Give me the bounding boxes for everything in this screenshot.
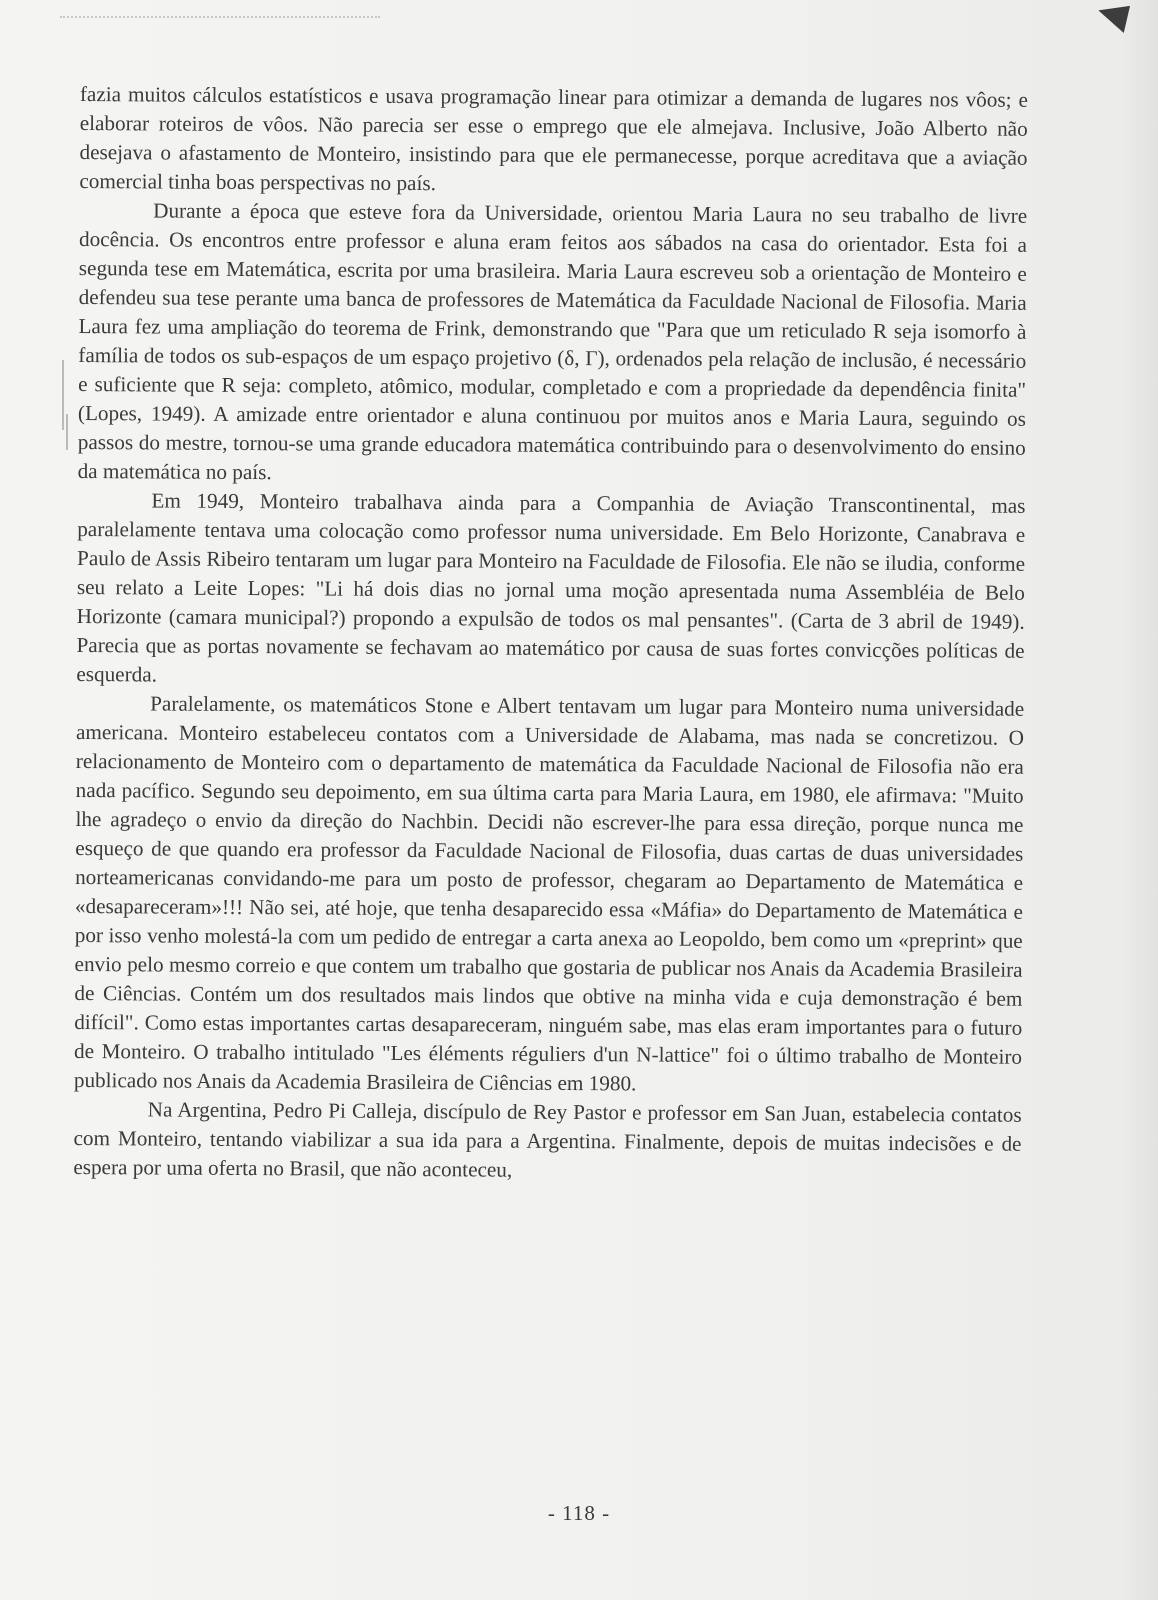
body-text bbox=[73, 80, 1028, 1188]
margin-mark bbox=[66, 414, 68, 450]
paragraph: Durante a época que esteve fora da Universidade, orientou Maria Laura no seu trabalho de livre docência. Os encontros entre professor e aluna eram feitos aos sábados na casa do orientador. Esta foi a segunda tese em Matemática, escrita por uma brasileira. Maria Laura escreveu sob a orientação de Monteiro e defendeu sua tese perante uma banca de professores de Matemática da Faculdade Nacional de Filosofia. Maria Laura fez uma ampliação do teorema de Frink, demonstrando que "Para que um reticulado R seja isomorfo à família de todos os sub-espaços de um espaço projetivo (δ, Γ), ordenados pela relação de inclusão, é necessário e suficiente que R seja: completo, atômico, modular, completado e com a propriedade da dependência finita" (Lopes, 1949). A amizade entre orientador e aluna continuou por muitos anos e Maria Laura, seguindo os passos do mestre, tornou-se uma grande educadora matemática contribuindo para o desenvolvimento do ensino da matemática no país. bbox=[77, 198, 1028, 485]
corner-mark bbox=[1098, 6, 1133, 36]
margin-mark bbox=[62, 360, 64, 430]
page-number: - 118 - bbox=[547, 1501, 611, 1525]
paragraph: Em 1949, Monteiro trabalhava ainda para a Companhia de Aviação Transcontinental, mas paralelamente tentava uma colocação como professor numa universidade. Em Belo Horizonte, Canabrava e Paulo de Assis Ribeiro tentaram um lugar para Monteiro na Faculdade de Filosofia. Ele não se iludia, conforme seu relato a Leite Lopes: "Li há dois dias no jornal uma moção apresentada numa Assembléia de Belo Horizonte (camara municipal?) propondo a expulsão de todos os mal pensantes". (Carta de 3 abril de 1949). Parecia que as portas novamente se fechavam ao matemático por causa de suas fortes convicções políticas de esquerda. bbox=[76, 488, 1026, 687]
scan-artifact-line bbox=[60, 16, 380, 20]
paragraph: Na Argentina, Pedro Pi Calleja, discípulo de Rey Pastor e professor em San Juan, estabelecia contatos com Monteiro, tentando viabilizar a sua ida para a Argentina. Finalmente, depois de muitas indecisões e de espera por uma oferta no Brasil, que não aconteceu, bbox=[73, 1097, 1022, 1182]
paragraph: fazia muitos cálculos estatísticos e usava programação linear para otimizar a demanda de lugares nos vôos; e elaborar roteiros de vôos. Não parecia ser esse o emprego que ele almejava. Inclusive, João Alberto não desejava o afastamento de Monteiro, insistindo para que ele permanecesse, porque acreditava que a aviação comercial tinha boas perspectivas no país. bbox=[79, 81, 1028, 196]
paragraph: Paralelamente, os matemáticos Stone e Albert tentavam um lugar para Monteiro numa universidade americana. Monteiro estabeleceu contatos com a Universidade de Alabama, mas nada se concretizou. O relacionamento de Monteiro com o departamento de matemática da Faculdade Nacional de Filosofia não era nada pacífico. Segundo seu depoimento, em sua última carta para Maria Laura, em 1980, ele afirmava: "Muito lhe agradeço o envio da direção do Nachbin. Decidi não escrever-lhe para essa direção, porque nunca me esqueço de que quando era professor da Faculdade Nacional de Filosofia, duas cartas de duas universidades norteamericanas convidando-me para um posto de professor, chegaram ao Departamento de Matemática e «desapareceram»!!! Não sei, até hoje, que tenha desaparecido essa «Máfia» do Departamento de Matemática e por isso venho molestá-la com um pedido de entregar a carta anexa ao Leopoldo, bem como um «preprint» que envio pelo mesmo correio e que contem um trabalho que gostaria de publicar nos Anais da Academia Brasileira de Ciências. Contém um dos resultados mais lindos que obtive na minha vida e cuja demonstração é bem difícil". Como estas importantes cartas desapareceram, ninguém sabe, mas elas eram importantes para o futuro de Monteiro. O trabalho intitulado "Les éléments réguliers d'un N-lattice" foi o último trabalho de Monteiro publicado nos Anais da Academia Brasileira de Ciências em 1980. bbox=[73, 691, 1025, 1096]
page-edge-shadow bbox=[1120, 0, 1158, 1600]
